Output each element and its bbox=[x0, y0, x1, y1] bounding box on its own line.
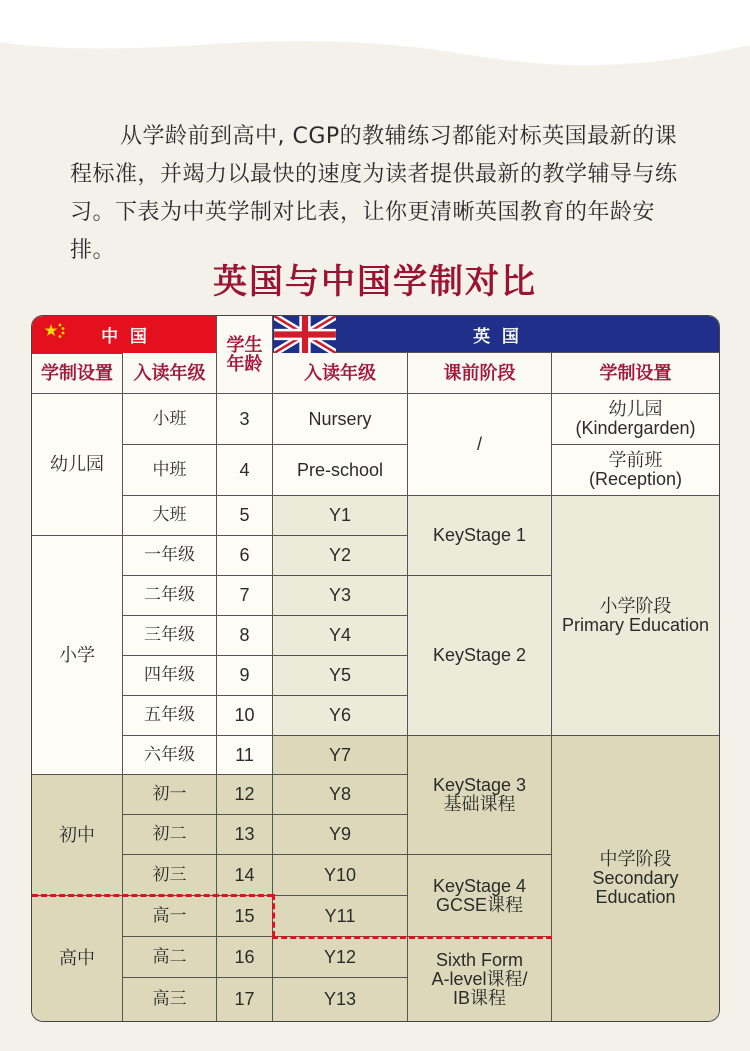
uk-keystage-header: 课前阶段 bbox=[408, 353, 552, 394]
age-cell: 7 bbox=[217, 576, 273, 616]
china-header bbox=[32, 316, 217, 353]
cn-stage-cell: 小学 bbox=[32, 536, 123, 775]
china-flag-icon bbox=[44, 322, 72, 344]
uk-grade-cell: Y2 bbox=[273, 536, 408, 576]
age-header: 学生 年龄 bbox=[217, 316, 273, 394]
dashed-divider bbox=[272, 894, 275, 937]
uk-grade-cell: Y13 bbox=[273, 978, 408, 1021]
cn-grade-cell: 五年级 bbox=[123, 696, 217, 736]
cn-stage-cell: 初中 bbox=[32, 775, 123, 896]
uk-keystage-cell: Sixth Form A-level课程/ IB课程 bbox=[408, 937, 552, 1021]
age-cell: 4 bbox=[217, 445, 273, 496]
uk-grade-cell: Y5 bbox=[273, 656, 408, 696]
age-cell: 13 bbox=[217, 815, 273, 855]
uk-grade-cell: Y6 bbox=[273, 696, 408, 736]
cn-grade-cell: 中班 bbox=[123, 445, 217, 496]
dashed-divider bbox=[272, 936, 552, 939]
cn-grade-cell: 三年级 bbox=[123, 616, 217, 656]
cn-grade-header: 入读年级 bbox=[123, 353, 217, 394]
age-cell: 17 bbox=[217, 978, 273, 1021]
uk-keystage-cell: / bbox=[408, 394, 552, 496]
uk-grade-cell: Y11 bbox=[273, 896, 408, 937]
uk-grade-cell: Y3 bbox=[273, 576, 408, 616]
cn-grade-cell: 四年级 bbox=[123, 656, 217, 696]
age-cell: 11 bbox=[217, 736, 273, 775]
dashed-divider bbox=[32, 894, 273, 897]
uk-stage-header: 学制设置 bbox=[552, 353, 719, 394]
age-cell: 9 bbox=[217, 656, 273, 696]
cn-grade-cell: 高三 bbox=[123, 978, 217, 1021]
cn-grade-cell: 六年级 bbox=[123, 736, 217, 775]
uk-keystage-cell: KeyStage 2 bbox=[408, 576, 552, 736]
uk-keystage-cell: KeyStage 4 GCSE课程 bbox=[408, 855, 552, 937]
age-cell: 10 bbox=[217, 696, 273, 736]
uk-stage-cell: 幼儿园 (Kindergarden) bbox=[552, 394, 719, 445]
cn-grade-cell: 高一 bbox=[123, 896, 217, 937]
uk-keystage-cell: KeyStage 3 基础课程 bbox=[408, 736, 552, 855]
cn-grade-cell: 小班 bbox=[123, 394, 217, 445]
uk-grade-cell: Y4 bbox=[273, 616, 408, 656]
cn-grade-cell: 二年级 bbox=[123, 576, 217, 616]
uk-flag-icon bbox=[274, 316, 336, 353]
age-cell: 16 bbox=[217, 937, 273, 978]
cn-grade-cell: 初二 bbox=[123, 815, 217, 855]
uk-grade-cell: Y1 bbox=[273, 496, 408, 536]
age-cell: 5 bbox=[217, 496, 273, 536]
uk-grade-cell: Y8 bbox=[273, 775, 408, 815]
age-cell: 8 bbox=[217, 616, 273, 656]
cn-grade-cell: 高二 bbox=[123, 937, 217, 978]
uk-header bbox=[273, 316, 719, 353]
uk-stage-cell: 中学阶段 Secondary Education bbox=[552, 736, 719, 1021]
uk-grade-header: 入读年级 bbox=[273, 353, 408, 394]
cn-stage-cell: 高中 bbox=[32, 896, 123, 1021]
uk-keystage-cell: KeyStage 1 bbox=[408, 496, 552, 576]
uk-grade-cell: Y12 bbox=[273, 937, 408, 978]
age-cell: 6 bbox=[217, 536, 273, 576]
uk-stage-cell: 小学阶段 Primary Education bbox=[552, 496, 719, 736]
age-cell: 12 bbox=[217, 775, 273, 815]
uk-grade-cell: Nursery bbox=[273, 394, 408, 445]
cn-grade-cell: 初一 bbox=[123, 775, 217, 815]
decorative-wave bbox=[0, 0, 750, 110]
intro-paragraph: 从学龄前到高中, CGP的教辅练习都能对标英国最新的课程标准，并竭力以最快的速度为读者提供最新的教学辅导与练习。下表为中英学制对比表，让你更清晰英国教育的年龄安排。 bbox=[70, 124, 678, 263]
page-title: 英国与中国学制对比 bbox=[213, 262, 537, 302]
uk-grade-cell: Y10 bbox=[273, 855, 408, 896]
uk-grade-cell: Y9 bbox=[273, 815, 408, 855]
comparison-table bbox=[31, 315, 720, 1022]
china-header-label: 中 国 bbox=[101, 327, 147, 347]
uk-stage-cell: 学前班 (Reception) bbox=[552, 445, 719, 496]
uk-grade-cell: Y7 bbox=[273, 736, 408, 775]
cn-grade-cell: 一年级 bbox=[123, 536, 217, 576]
cn-grade-cell: 大班 bbox=[123, 496, 217, 536]
cn-stage-cell: 幼儿园 bbox=[32, 394, 123, 536]
cn-stage-header: 学制设置 bbox=[32, 353, 123, 394]
uk-header-label: 英 国 bbox=[473, 326, 519, 347]
age-cell: 15 bbox=[217, 896, 273, 937]
age-cell: 14 bbox=[217, 855, 273, 896]
cn-grade-cell: 初三 bbox=[123, 855, 217, 896]
age-cell: 3 bbox=[217, 394, 273, 445]
uk-grade-cell: Pre-school bbox=[273, 445, 408, 496]
